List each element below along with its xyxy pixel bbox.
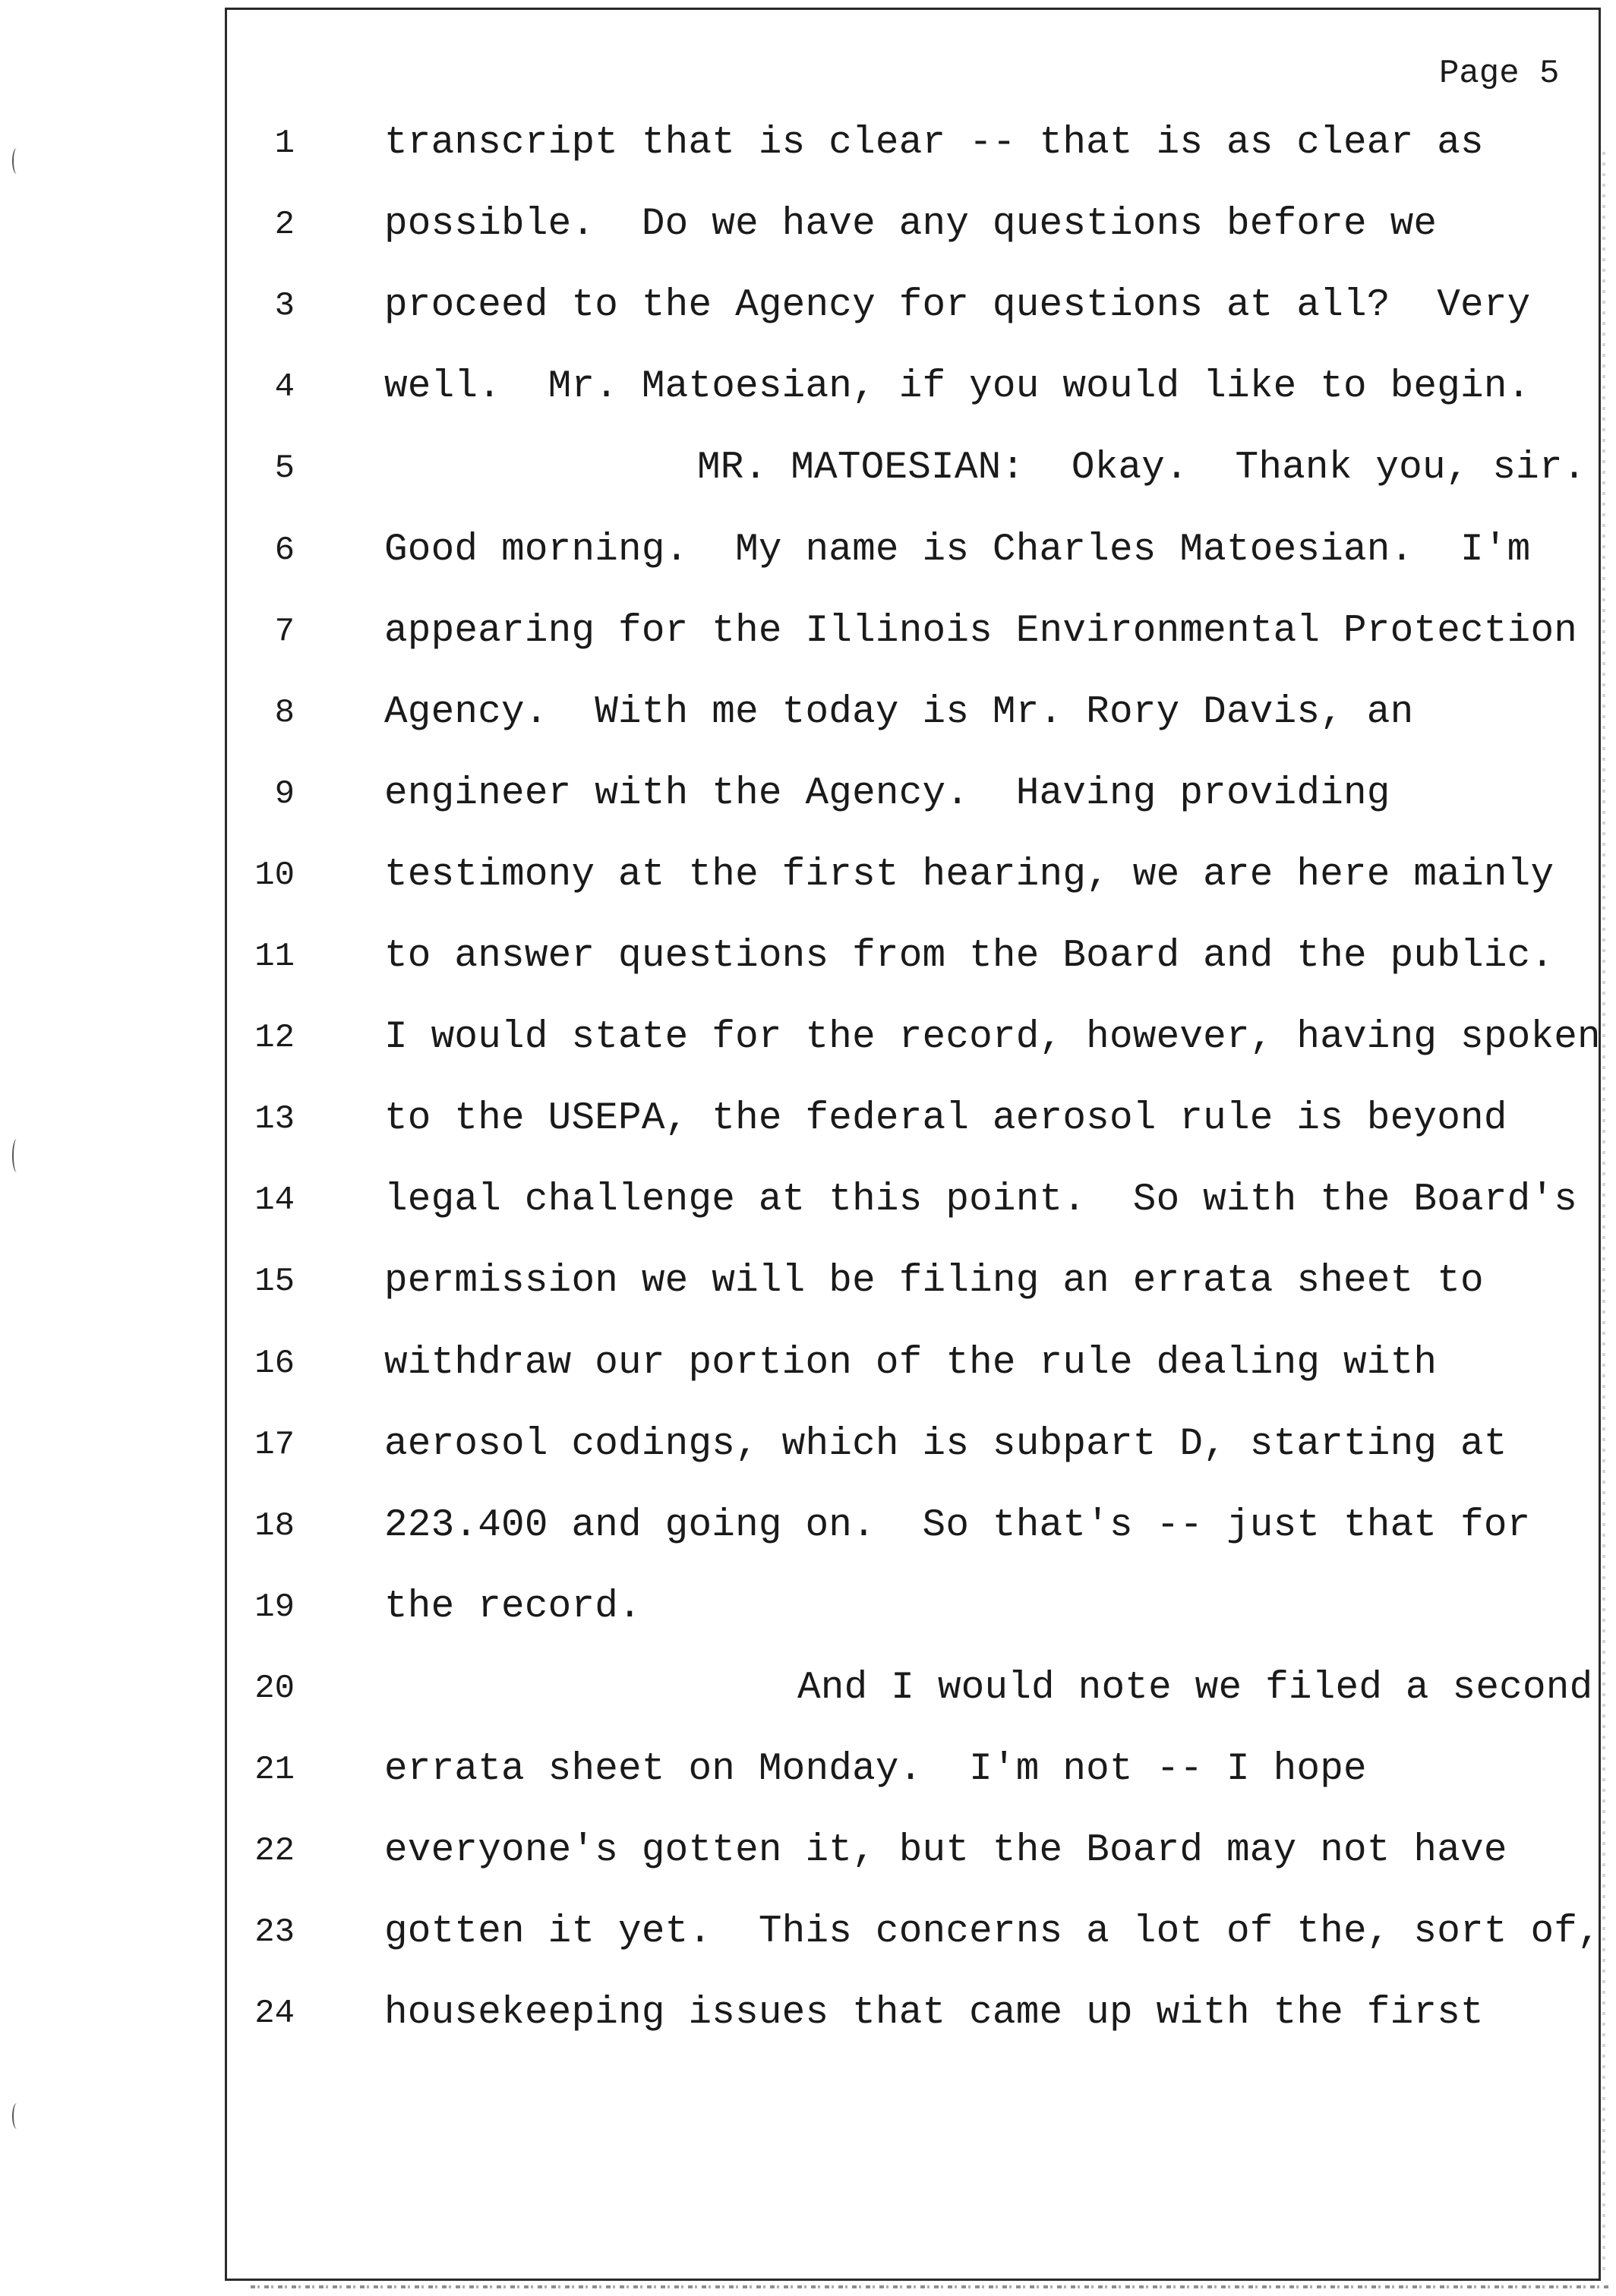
transcript-line: permission we will be filing an errata sheet to — [384, 1260, 1484, 1303]
line-number: 21 — [254, 1751, 295, 1789]
transcript-line: errata sheet on Monday. I'm not -- I hope — [384, 1748, 1367, 1791]
line-number: 18 — [254, 1507, 295, 1545]
line-number: 5 — [274, 449, 295, 487]
transcript-line: And I would note we filed a second — [797, 1667, 1593, 1710]
transcript-line: the record. — [384, 1585, 642, 1629]
transcript-line: housekeeping issues that came up with the first — [384, 1992, 1484, 2035]
transcript-line: MR. MATOESIAN: Okay. Thank you, sir. — [697, 446, 1586, 490]
line-number: 24 — [254, 1995, 295, 2033]
page-number: Page 5 — [1439, 55, 1560, 93]
transcript-line: Agency. With me today is Mr. Rory Davis, an — [384, 691, 1414, 734]
line-number: 12 — [254, 1019, 295, 1057]
transcript-line: appearing for the Illinois Environmental Protection — [384, 610, 1578, 653]
line-number: 16 — [254, 1345, 295, 1383]
line-number: 19 — [254, 1588, 295, 1626]
transcript-line: engineer with the Agency. Having providing — [384, 772, 1390, 815]
transcript-line: aerosol codings, which is subpart D, starting at — [384, 1423, 1507, 1466]
line-number: 13 — [254, 1100, 295, 1138]
scan-artifact-right — [1602, 152, 1605, 2270]
transcript-line: Good morning. My name is Charles Matoesian. I'm — [384, 528, 1531, 572]
transcript-line: gotten it yet. This concerns a lot of the, sort of, — [384, 1910, 1601, 1954]
transcript-line: to answer questions from the Board and the public. — [384, 935, 1554, 978]
transcript-line: to the USEPA, the federal aerosol rule is beyond — [384, 1097, 1507, 1140]
line-number: 14 — [254, 1181, 295, 1219]
transcript-line: well. Mr. Matoesian, if you would like to begin. — [384, 365, 1531, 408]
transcript-line: 223.400 and going on. So that's -- just that for — [384, 1504, 1531, 1547]
transcript-line: transcript that is clear -- that is as clear as — [384, 121, 1484, 165]
binder-hole-mark — [12, 2103, 21, 2129]
transcript-line: I would state for the record, however, having spoken — [384, 1016, 1601, 1059]
transcript-line: withdraw our portion of the rule dealing with — [384, 1342, 1438, 1385]
line-number: 23 — [254, 1913, 295, 1951]
line-number: 8 — [274, 694, 295, 732]
line-number: 11 — [254, 938, 295, 976]
line-number: 20 — [254, 1670, 295, 1708]
line-number: 9 — [274, 775, 295, 813]
line-number: 22 — [254, 1832, 295, 1870]
line-number: 1 — [274, 125, 295, 162]
line-number: 17 — [254, 1426, 295, 1464]
line-number: 3 — [274, 287, 295, 325]
binder-hole-mark — [12, 1139, 21, 1172]
line-number: 15 — [254, 1263, 295, 1301]
line-number: 7 — [274, 613, 295, 651]
transcript-line: possible. Do we have any questions before we — [384, 203, 1438, 246]
line-number: 10 — [254, 856, 295, 894]
binder-hole-mark — [12, 148, 21, 174]
line-number: 4 — [274, 368, 295, 406]
transcript-line: testimony at the first hearing, we are here mainly — [384, 853, 1554, 897]
line-number: 2 — [274, 206, 295, 244]
transcript-line: legal challenge at this point. So with the Board's — [384, 1178, 1578, 1222]
line-number: 6 — [274, 531, 295, 569]
transcript-line: everyone's gotten it, but the Board may not have — [384, 1829, 1507, 1872]
scan-artifact-bottom — [251, 2285, 1610, 2288]
transcript-line: proceed to the Agency for questions at all? Very — [384, 284, 1531, 327]
